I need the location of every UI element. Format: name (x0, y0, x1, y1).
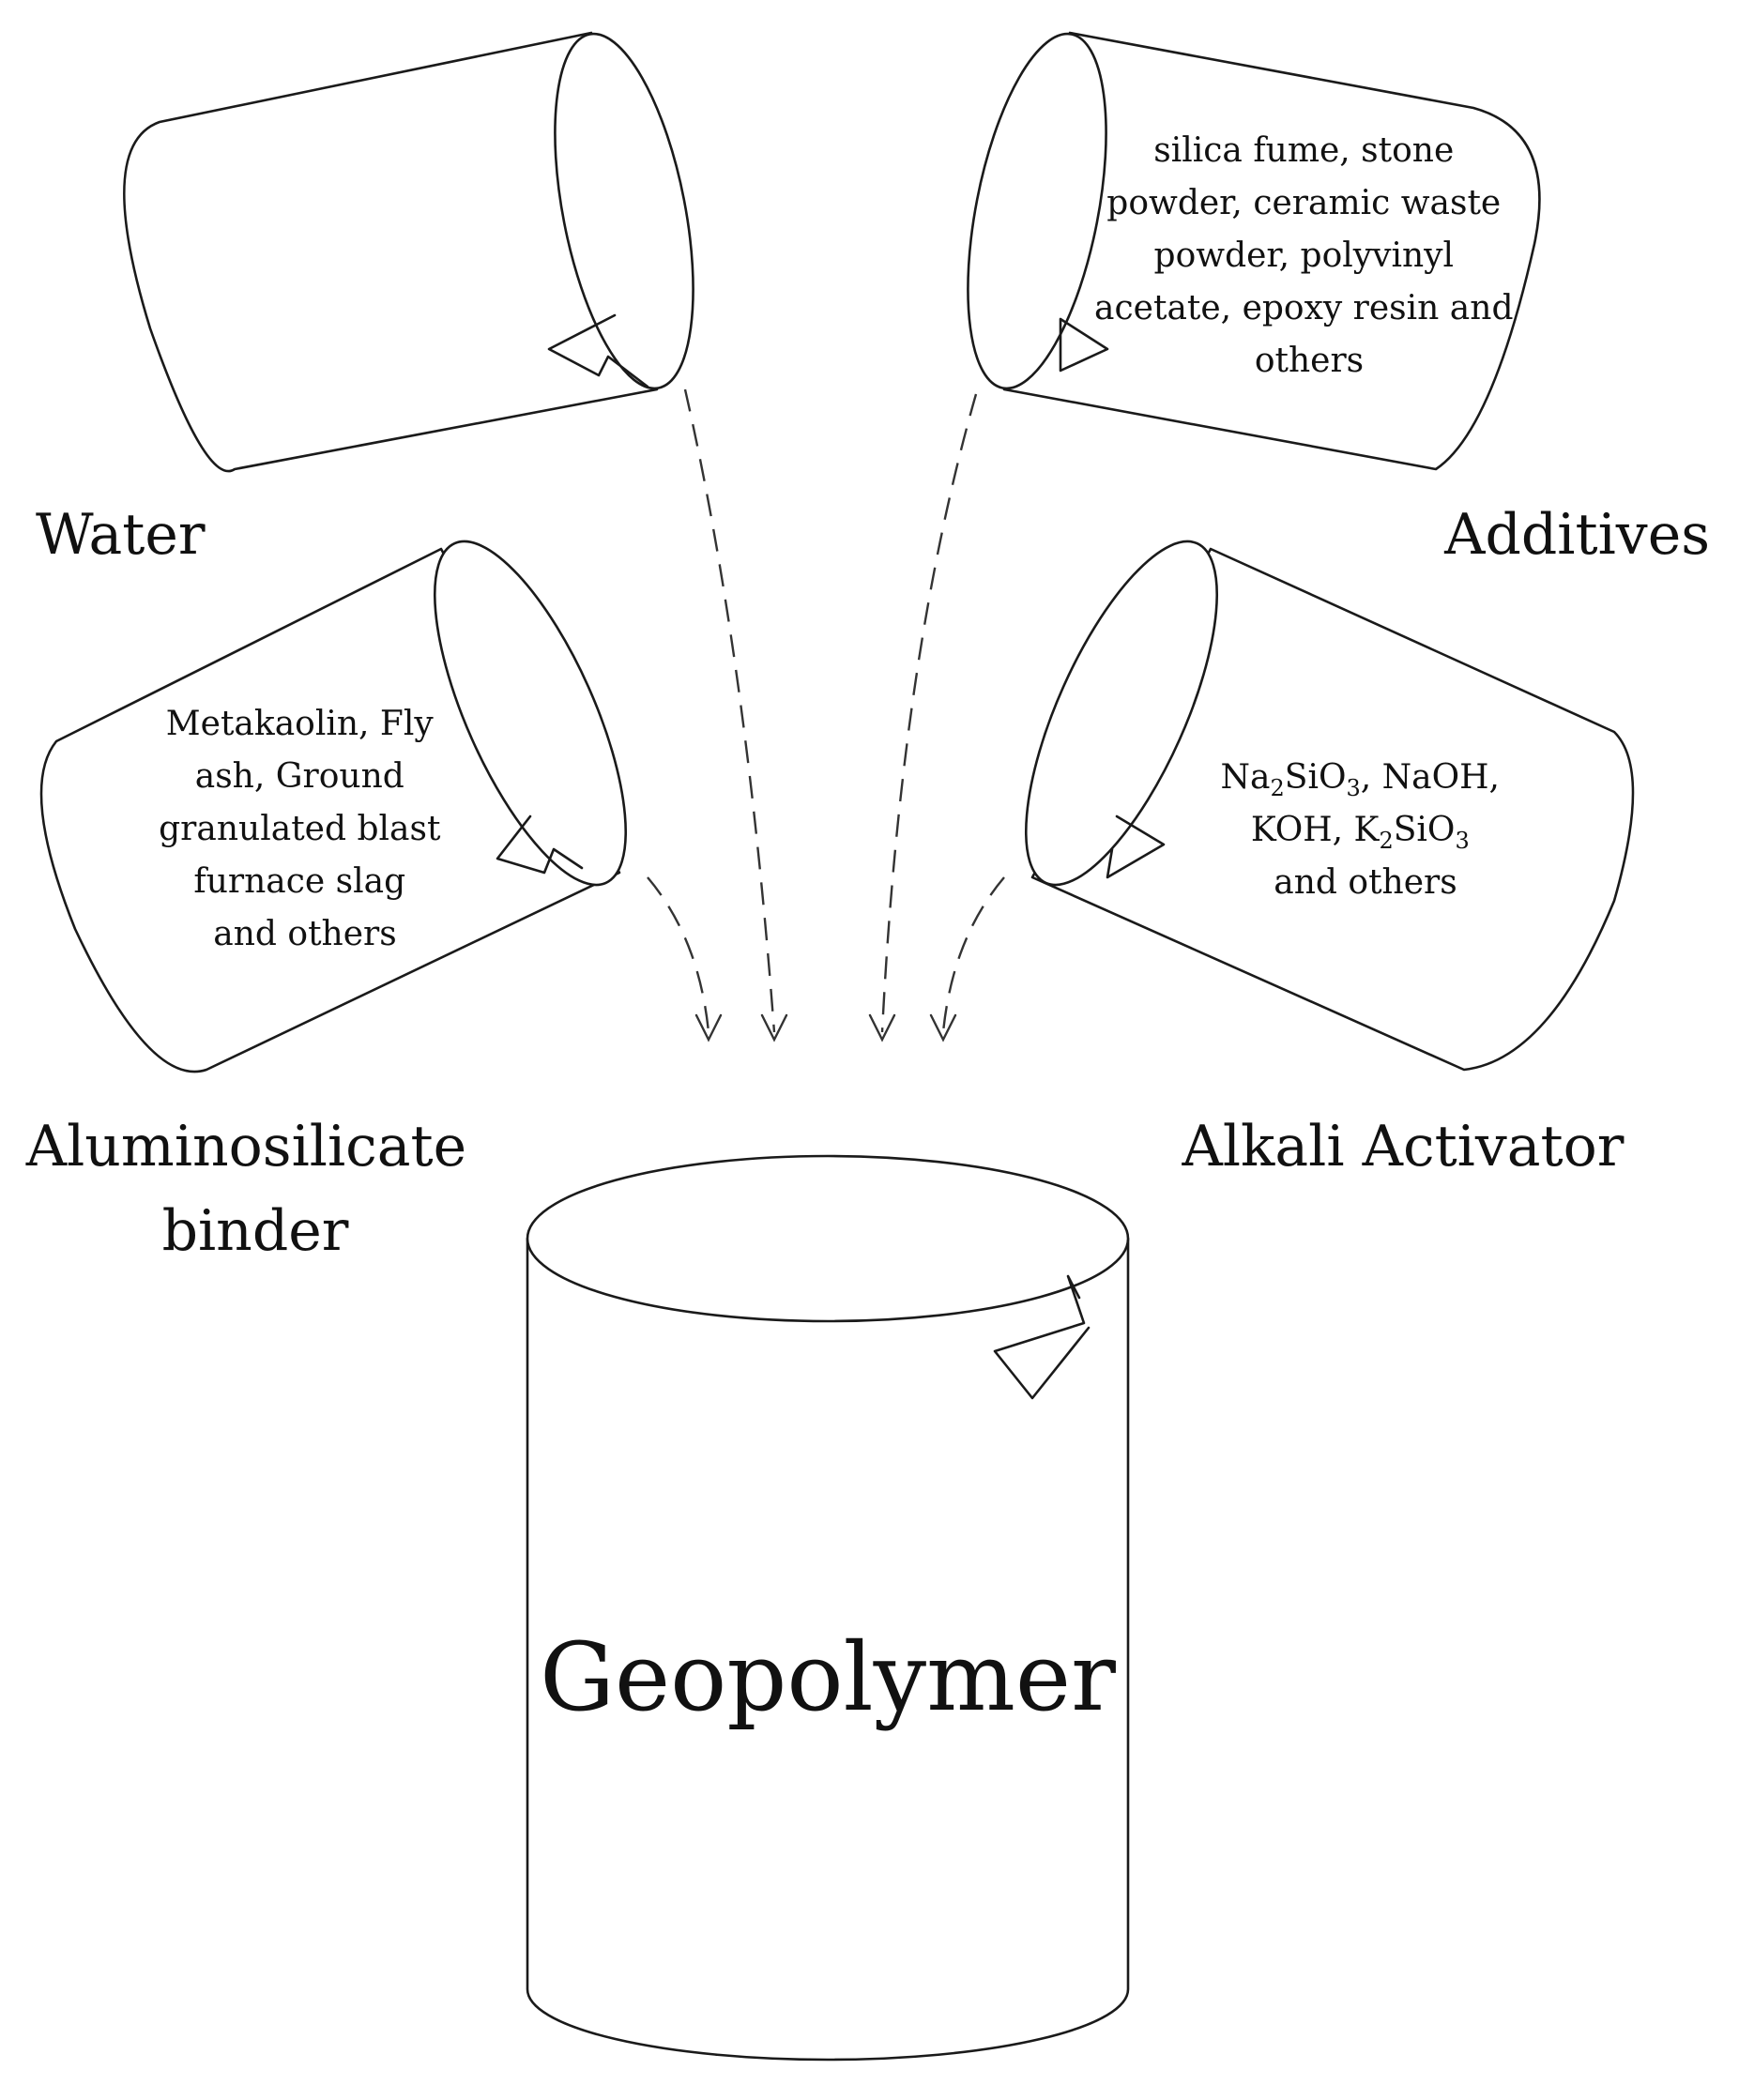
binder-container (41, 517, 664, 1072)
additives-label: Additives (1444, 502, 1710, 568)
activator-contents: $Na_2SiO_3$, NaOH, KOH, $K_2SiO_3$ and others (1220, 758, 1500, 902)
geopolymer-label: Geopolymer (540, 1622, 1116, 1732)
flow-activator (943, 877, 1004, 1032)
water-container (0, 0, 718, 471)
activator-container (987, 517, 1633, 1070)
additives-contents: silica fume, stone powder, ceramic waste powder, polyvinyl acetate, epoxy resin and others (1094, 131, 1514, 380)
activator-label: Alkali Activator (1182, 1114, 1625, 1179)
geopolymer-container (527, 1156, 1128, 2060)
flow-arrows (648, 389, 1004, 1040)
water-label: Water (36, 502, 206, 568)
flow-binder (648, 877, 709, 1032)
flow-additives-head (870, 1015, 894, 1040)
flow-water (685, 389, 774, 1032)
flow-additives (882, 394, 976, 1032)
binder-contents: Metakaolin, Fly ash, Ground granulated blast furnace slag and others (159, 705, 441, 953)
additives-container (943, 23, 1540, 469)
binder-label: Aluminosilicate binder (25, 1114, 467, 1264)
